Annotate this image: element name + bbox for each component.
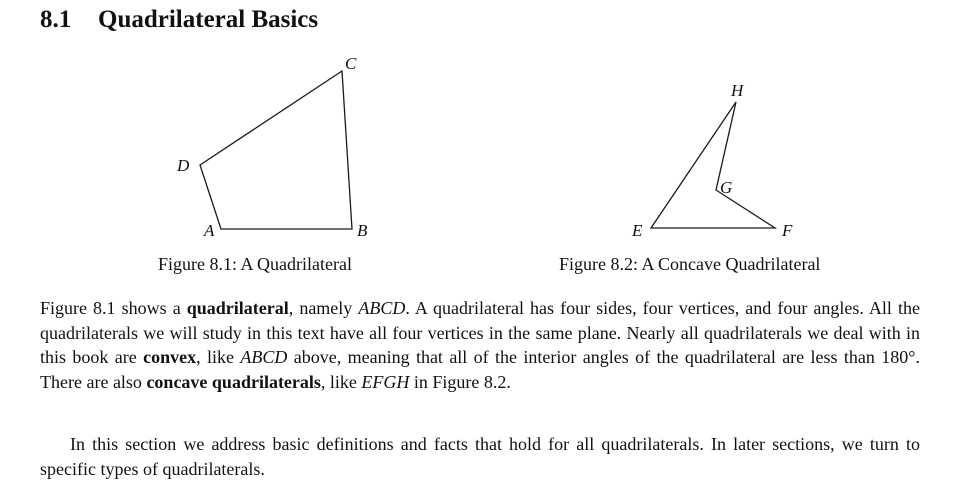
vertex-label-a: A (204, 221, 215, 240)
term-concave-quadrilaterals: concave quadrilaterals (146, 371, 321, 392)
paragraph-text: , like (196, 347, 241, 367)
body-paragraph-2: In this section we address basic definitions and facts that hold for all quadrilaterals. In later sections, we turn to specific types of quadrilaterals. (40, 434, 920, 479)
vertex-label-f: F (782, 221, 793, 240)
vertex-label-h: H (731, 81, 744, 100)
name-abcd: ABCD (358, 298, 406, 318)
vertex-label-d: D (177, 156, 190, 175)
section-number: 8.1 (40, 6, 72, 33)
vertex-label-e: E (632, 221, 643, 240)
figure-8-2-caption: Figure 8.2: A Concave Quadrilateral (559, 254, 821, 274)
paragraph-text: , like (320, 371, 362, 392)
vertex-label-b: B (357, 221, 368, 240)
body-paragraph-1 (40, 296, 920, 394)
name-abcd: ABCD (240, 347, 288, 367)
vertex-label-c: C (345, 54, 357, 73)
term-convex: convex (143, 347, 197, 367)
paragraph-text: in Figure 8.2. (409, 371, 511, 392)
quadrilateral-efgh-shape (651, 102, 775, 228)
name-efgh: EFGH (361, 371, 410, 392)
paragraph-text: . A quadrilateral has four sides, four vertices, and four angles. All the quadrilaterals we will study in this text have all four vertices in the same plane. Nearly all quadrilaterals we deal with in this book are (40, 298, 920, 367)
figure-8-1-caption: Figure 8.1: A Quadrilateral (158, 254, 352, 274)
vertex-label-g: G (720, 178, 733, 197)
paragraph-text: Figure 8.1 shows a (40, 298, 187, 318)
paragraph-text: above, meaning that all of the interior angles of the quadrilateral are less than 180°. There are also (40, 347, 920, 392)
paragraph-text: , namely (288, 298, 359, 318)
quadrilateral-abcd-shape (200, 71, 352, 229)
term-quadrilateral: quadrilateral (186, 298, 289, 318)
section-title: Quadrilateral Basics (98, 6, 319, 33)
